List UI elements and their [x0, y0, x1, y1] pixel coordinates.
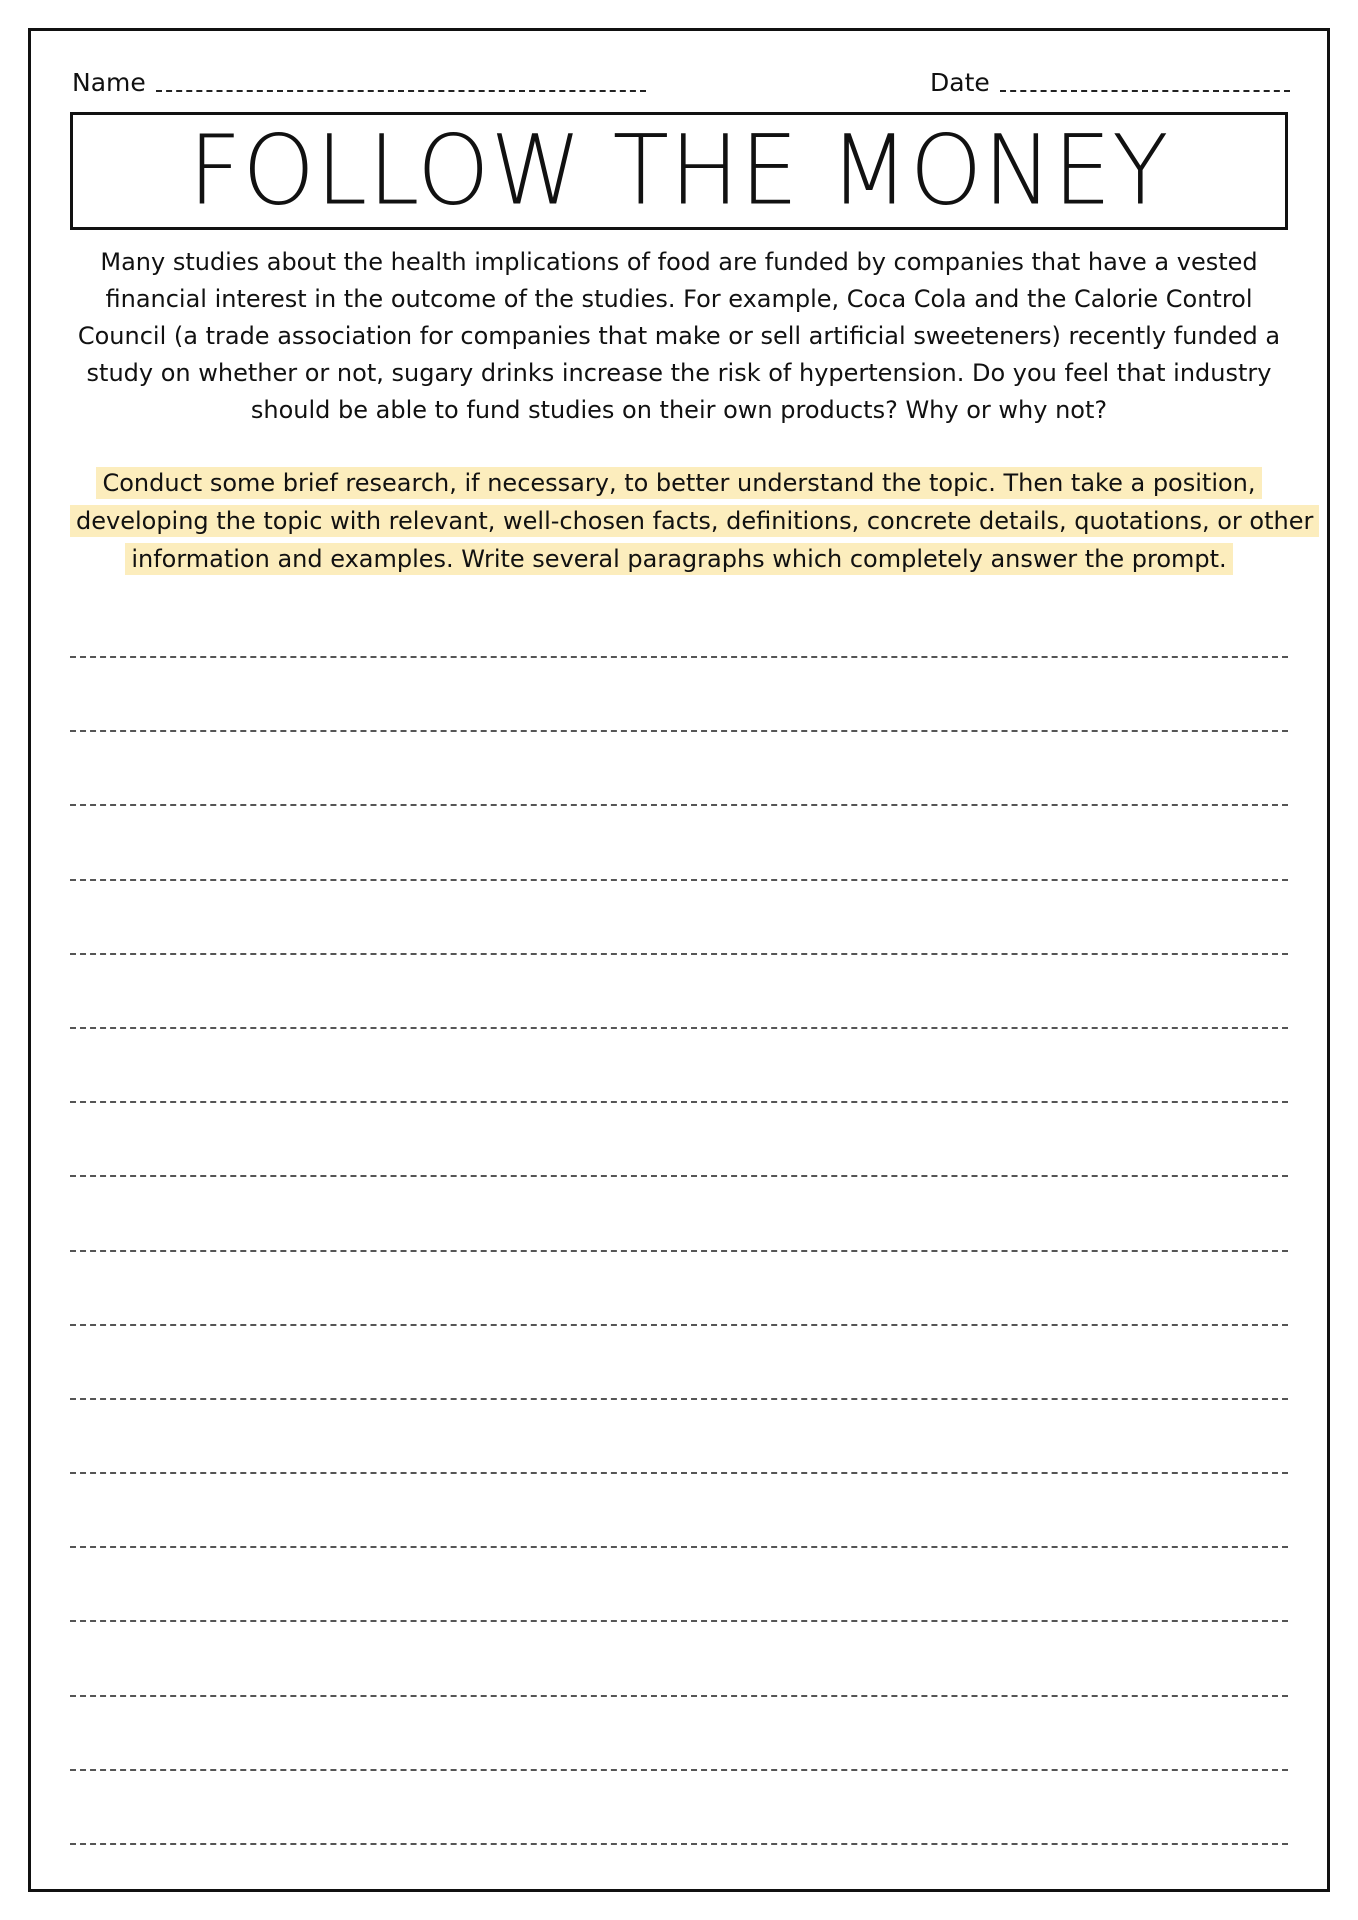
intro-line: Many studies about the health implications of food are funded by companies that have a vested: [100, 248, 1258, 276]
writing-line[interactable]: [70, 1695, 1288, 1697]
intro-line: financial interest in the outcome of the studies. For example, Coca Cola and the Calorie Control: [105, 285, 1253, 313]
writing-line[interactable]: [70, 656, 1288, 658]
writing-area[interactable]: [70, 656, 1288, 1917]
page-title: FOLLOW THE MONEY: [188, 114, 1170, 227]
name-label: Name: [72, 68, 146, 97]
writing-line[interactable]: [70, 1843, 1288, 1845]
writing-line[interactable]: [70, 953, 1288, 955]
writing-line[interactable]: [70, 1175, 1288, 1177]
date-blank-line[interactable]: [1000, 90, 1290, 92]
instructions-paragraph: [70, 464, 1314, 578]
instruction-line: developing the topic with relevant, well-chosen facts, definitions, concrete details, quotations, or other: [70, 505, 1319, 537]
title-box: [70, 112, 1288, 230]
writing-line[interactable]: [70, 1546, 1288, 1548]
writing-line[interactable]: [70, 730, 1288, 732]
writing-line[interactable]: [70, 1769, 1288, 1771]
intro-line: Council (a trade association for companies that make or sell artificial sweeteners) recently funded a: [77, 322, 1281, 350]
intro-paragraph: [70, 244, 1288, 429]
writing-line[interactable]: [70, 1027, 1288, 1029]
name-blank-line[interactable]: [156, 90, 646, 92]
header-row: [70, 68, 1288, 102]
writing-line[interactable]: [70, 1324, 1288, 1326]
writing-line[interactable]: [70, 1398, 1288, 1400]
writing-line[interactable]: [70, 1101, 1288, 1103]
intro-line: should be able to fund studies on their own products? Why or why not?: [250, 396, 1108, 424]
writing-line[interactable]: [70, 879, 1288, 881]
instruction-line: Conduct some brief research, if necessary, to better understand the topic. Then take a position,: [96, 467, 1261, 499]
instruction-line: information and examples. Write several paragraphs which completely answer the prompt.: [125, 543, 1232, 575]
writing-line[interactable]: [70, 1250, 1288, 1252]
date-label: Date: [930, 68, 990, 97]
name-field[interactable]: [72, 68, 646, 98]
writing-line[interactable]: [70, 1472, 1288, 1474]
date-field[interactable]: [930, 68, 1290, 98]
writing-line[interactable]: [70, 804, 1288, 806]
intro-line: study on whether or not, sugary drinks increase the risk of hypertension. Do you feel that industry: [86, 359, 1272, 387]
writing-line[interactable]: [70, 1620, 1288, 1622]
